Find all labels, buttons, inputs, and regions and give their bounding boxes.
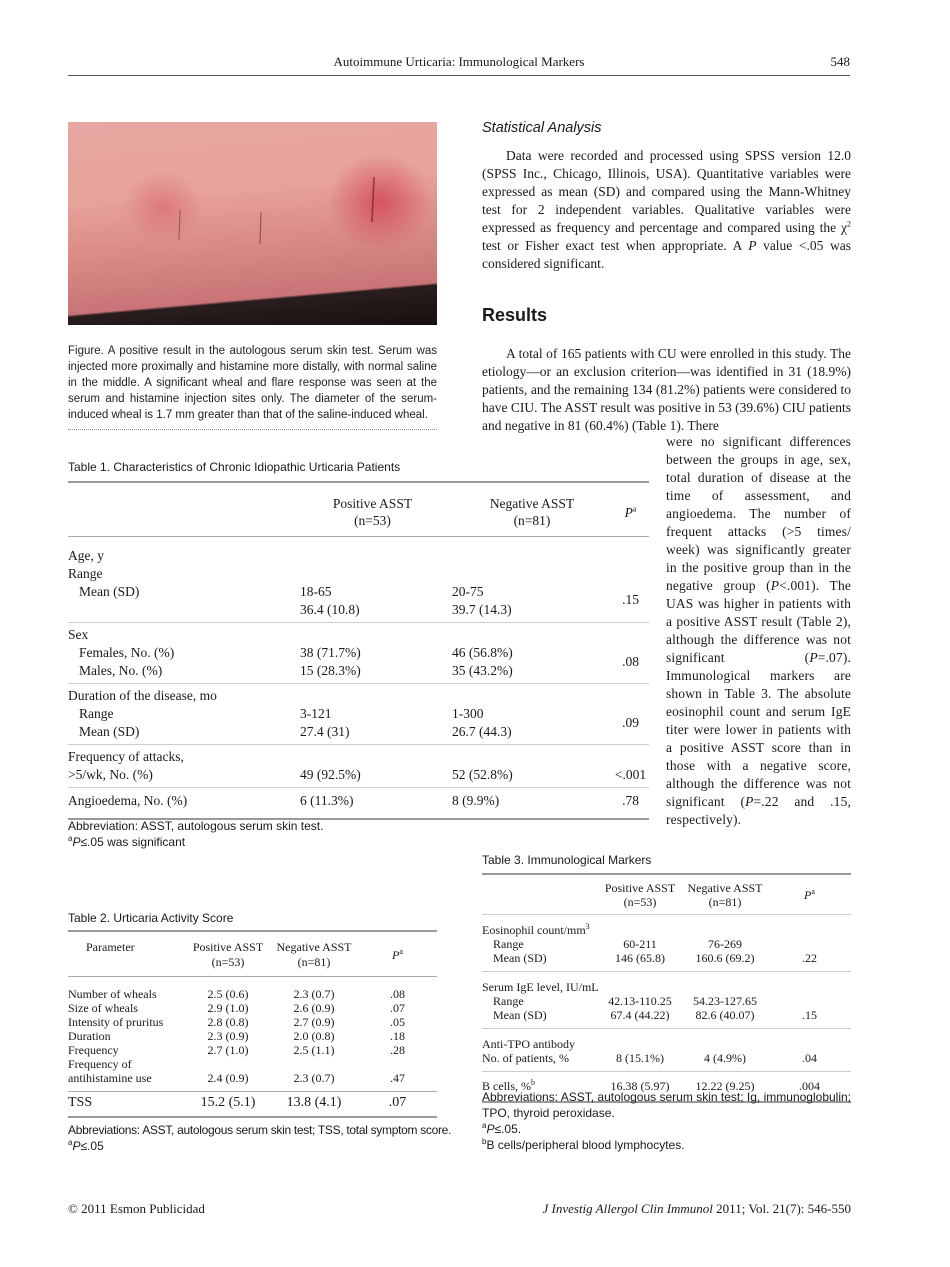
- table2-footnote-p-italic: P: [72, 1139, 81, 1153]
- table3-header-label: [482, 875, 598, 915]
- table3-row-ige-mean: [482, 1008, 851, 1029]
- table3-tpo-p: .04: [768, 1051, 851, 1072]
- table2-footnote-p-text: ≤.05: [80, 1139, 104, 1153]
- table2-tss-label: TSS: [68, 1092, 186, 1117]
- table2-row-pos: 2.3 (0.9): [207, 1029, 249, 1043]
- table3-col-p-sup: a: [811, 887, 815, 896]
- table3-ige-neg-mean: 82.6 (40.07): [682, 1008, 768, 1029]
- page-number: 548: [830, 54, 850, 69]
- table2-row-p: .18: [390, 1029, 405, 1043]
- table2-row: [68, 1001, 437, 1015]
- table3-footnote-p-text: ≤.05.: [494, 1122, 522, 1136]
- table2-row-p: .08: [390, 987, 405, 1001]
- table3-header-negative: [682, 875, 768, 915]
- table2-tss-p: .07: [358, 1092, 437, 1117]
- table2-row-pos: 2.5 (0.6): [207, 987, 249, 1001]
- table2-caption: [68, 911, 233, 925]
- table3-eos-label: Eosinophil count/mm: [482, 923, 586, 937]
- statistical-analysis-text: [482, 147, 851, 273]
- table1-age-p: .15: [612, 537, 649, 623]
- table3-ige-neg-range: 54.23-127.65: [693, 994, 757, 1008]
- table1-header-positive: [300, 483, 452, 537]
- results-text-b3: =.07). Immunological markers are shown in Table 3. The absolute eosinophil count and serum IgE titer were lower in patients with a positive ASST score than in those with a negative score, although the difference was not significant (: [666, 650, 851, 809]
- table2-row: [68, 1015, 437, 1029]
- table3-row-ige-title: [482, 972, 851, 995]
- table1-title: Characteristics of Chronic Idiopathic Urticaria Patients: [110, 460, 401, 474]
- table1-col-p: P: [624, 504, 633, 520]
- table2-tss-neg: 13.8 (4.1): [270, 1092, 358, 1117]
- table3-eos-neg-range: 76-269: [708, 937, 742, 951]
- table3-col-p: P: [804, 888, 812, 902]
- table1-freq-neg: 52 (52.8%): [452, 745, 612, 788]
- stat-text-3: value <.05 was considered significant.: [482, 238, 852, 271]
- table3-eos-range-label: Range: [493, 937, 524, 951]
- table2-footnote-sup: a: [68, 1138, 73, 1147]
- table2-row: [68, 1043, 437, 1057]
- table2-anti-label2: antihistamine use: [68, 1071, 152, 1085]
- table2-header-row: [68, 932, 437, 977]
- table2-row-neg: 2.0 (0.8): [293, 1029, 335, 1043]
- table2-footnote-p: [68, 1138, 451, 1154]
- table2-header-negative: [270, 932, 358, 977]
- table3-eos-pos-range: 60-211: [623, 937, 657, 951]
- table1-row-angioedema: [68, 788, 649, 819]
- table2: [68, 930, 437, 1118]
- table3-footnote-p: [482, 1121, 851, 1137]
- table1-freq-label2: >5/wk, No. (%): [68, 767, 153, 782]
- table2-row-neg: 2.5 (1.1): [293, 1043, 335, 1057]
- figure-photo: [68, 122, 437, 325]
- table1-sex-f-label: Females, No. (%): [79, 645, 175, 660]
- table1-row-frequency: [68, 745, 649, 788]
- table1-sex-neg-m: 35 (43.2%): [452, 663, 513, 678]
- table1-dur-neg-mean: 26.7 (44.3): [452, 724, 512, 739]
- table1-angio-label: Angioedema, No. (%): [68, 793, 188, 808]
- table3-ige-label: Serum IgE level, IU/mL: [482, 980, 599, 994]
- table3-row-ige-range: [482, 994, 851, 1008]
- table3-footnotes: [482, 1089, 851, 1153]
- table3-ige-mean-label: Mean (SD): [482, 1008, 598, 1029]
- table2-row-p: .07: [390, 1001, 405, 1015]
- table1-row-age: [68, 537, 649, 623]
- figure-caption-text: A positive result in the autologous serum skin test. Serum was injected more proximally and histamine more distally, with normal saline in the middle. A significant wheal and flare response was seen at the serum and histamine injection sites only. The diameter of the serum-induced wheal is 1.7 mm greater than that of the saline-induced wheal.: [68, 345, 437, 421]
- table1-col-neg-n: (n=81): [513, 513, 551, 528]
- table3-row-tpo-title: [482, 1029, 851, 1052]
- table2-header-positive: [186, 932, 270, 977]
- table3-tpo-neg: 4 (4.9%): [682, 1051, 768, 1072]
- table3-ige-pos-range: 42.13-110.25: [608, 994, 672, 1008]
- table1-age-range-label: Range: [68, 566, 103, 581]
- footer-citation-text: 2011; Vol. 21(7): 546-550: [712, 1201, 851, 1216]
- results-text-b4: =.22 and .15, respectively).: [666, 794, 851, 827]
- table1-header-row: [68, 483, 649, 537]
- table3-eos-pos-mean: 146 (65.8): [598, 951, 682, 972]
- table3-ige-range-label: Range: [493, 994, 524, 1008]
- table2-label: Table 2.: [68, 911, 111, 925]
- footer-copyright: © 2011 Esmon Publicidad: [68, 1201, 205, 1216]
- table3-eos-sup: 3: [585, 922, 590, 931]
- results-p3: P: [745, 794, 754, 809]
- table3-b-sup: b: [531, 1078, 535, 1087]
- table1-freq-p: <.001: [612, 745, 649, 788]
- table2-col-pos-n: (n=53): [211, 955, 245, 969]
- running-head: [68, 54, 850, 76]
- table1-dur-p: .09: [612, 684, 649, 745]
- table1-header-p: [612, 483, 649, 537]
- table1-sex-neg-f: 46 (56.8%): [452, 645, 513, 660]
- table2-anti-pos: 2.4 (0.9): [207, 1071, 249, 1085]
- table1-age-label: Age, y: [68, 548, 104, 563]
- table3-header-row: [482, 875, 851, 915]
- table2-col-pos: Positive ASST: [192, 940, 264, 954]
- table2-row-param: Number of wheals: [68, 987, 157, 1001]
- table3-footnote-b: [482, 1137, 851, 1153]
- table2-row-antihistamine: [68, 1057, 437, 1092]
- table2-col-param: Parameter: [68, 932, 186, 977]
- table3-footnote-sup-b: b: [482, 1137, 487, 1146]
- table3-eos-p: .22: [768, 951, 851, 972]
- table2-row-param: Intensity of pruritus: [68, 1015, 164, 1029]
- table1-age-pos-range: 18-65: [300, 584, 332, 599]
- table3-row-eos-mean: [482, 951, 851, 972]
- table3-footnote-abbrev: Abbreviations: ASST, autologous serum skin test; Ig, immunoglobulin; TPO, thyroid peroxidase.: [482, 1090, 851, 1120]
- table1-label: Table 1.: [68, 460, 111, 474]
- table3-col-neg: Negative ASST: [687, 881, 763, 895]
- table3-label: Table 3.: [482, 853, 525, 867]
- results-p2: P: [809, 650, 818, 665]
- table2-row-neg: 2.7 (0.9): [293, 1015, 335, 1029]
- histamine-flare: [123, 171, 203, 243]
- table1-dur-pos-range: 3-121: [300, 706, 332, 721]
- table1-col-p-sup: a: [632, 504, 637, 513]
- skin-test-photo-graphic: [68, 122, 437, 325]
- table3-col-pos: Positive ASST: [604, 881, 676, 895]
- table1-footnote-p-italic: P: [72, 835, 81, 849]
- table1-footnote-p-text: ≤.05 was significant: [80, 835, 186, 849]
- table1-age-neg-range: 20-75: [452, 584, 484, 599]
- results-text-narrow: [666, 433, 851, 829]
- table2-row-param: Duration: [68, 1029, 111, 1043]
- table2-tss-pos: 15.2 (5.1): [186, 1092, 270, 1117]
- table1-footnote-p: [68, 834, 323, 850]
- footer-citation: [543, 1201, 852, 1217]
- results-text-b2: <.001). The UAS was higher in patients with a positive ASST result (Table 2), although the difference was not significant (: [666, 578, 851, 665]
- table1-dur-range-label: Range: [79, 706, 114, 721]
- table1-col-neg: Negative ASST: [489, 496, 575, 511]
- table2-row-pos: 2.7 (1.0): [207, 1043, 249, 1057]
- table3-title: Immunological Markers: [524, 853, 652, 867]
- table2-col-p-sup: a: [399, 946, 403, 956]
- table3-ige-p: .15: [768, 1008, 851, 1029]
- figure-caption: [68, 343, 437, 430]
- table2-col-neg-n: (n=81): [297, 955, 331, 969]
- table1-angio-pos: 6 (11.3%): [300, 793, 354, 808]
- table2-row-p: .28: [390, 1043, 405, 1057]
- table2-footnotes: [68, 1122, 451, 1154]
- table3: [482, 873, 851, 1103]
- table1: [68, 481, 649, 820]
- table1-age-mean-label: Mean (SD): [79, 584, 140, 599]
- table1-footnote-abbrev: Abbreviation: ASST, autologous serum skin test.: [68, 819, 324, 833]
- table1-footnote-sup: a: [68, 834, 73, 843]
- figure-caption-label: Figure.: [68, 345, 104, 357]
- table1-row-duration: [68, 684, 649, 745]
- table3-row-eos-range: [482, 937, 851, 951]
- footer-journal: J Investig Allergol Clin Immunol: [542, 1201, 713, 1216]
- table3-tpo-label: Anti-TPO antibody: [482, 1037, 575, 1051]
- results-text-b1: were no significant differences between the groups in age, sex, total duration of disease at the time of assessment, and angioedema. The number of frequent attacks (>5 times/ week) was significantly greater in the positive group than in the negative group (: [666, 434, 851, 593]
- table3-footnote-p-italic: P: [486, 1122, 495, 1136]
- table1-sex-pos-f: 38 (71.7%): [300, 645, 361, 660]
- table3-footnote-b-text: B cells/peripheral blood lymphocytes.: [486, 1138, 685, 1152]
- table2-row-pos: 2.9 (1.0): [207, 1001, 249, 1015]
- table3-b-p: .004: [799, 1079, 820, 1093]
- table2-row-pos: 2.8 (0.8): [207, 1015, 249, 1029]
- table1-age-pos-mean: 36.4 (10.8): [300, 602, 360, 617]
- table3-b-label: B cells, %: [482, 1079, 531, 1093]
- table3-caption: [482, 853, 651, 867]
- table2-footnote-abbrev: Abbreviations: ASST, autologous serum skin test; TSS, total symptom score.: [68, 1123, 452, 1137]
- table1-row-sex: [68, 623, 649, 684]
- table2-col-p: P: [392, 947, 400, 962]
- statistical-analysis-heading: Statistical Analysis: [482, 120, 602, 136]
- table3-footnote-sup-a: a: [482, 1121, 487, 1130]
- table3-header-p: [768, 875, 851, 915]
- table3-ige-pos-mean: 67.4 (44.22): [598, 1008, 682, 1029]
- table1-age-neg-mean: 39.7 (14.3): [452, 602, 512, 617]
- table1-col-pos: Positive ASST: [332, 496, 413, 511]
- table3-tpo-sub-label: No. of patients, %: [482, 1051, 598, 1072]
- table3-row-eos-title: [482, 915, 851, 938]
- table2-row-param: Size of wheals: [68, 1001, 138, 1015]
- table1-dur-label: Duration of the disease, mo: [68, 688, 217, 703]
- stat-text-2: test or Fisher exact test when appropriate. A: [482, 238, 749, 253]
- table1-header-negative: [452, 483, 612, 537]
- table1-dur-mean-label: Mean (SD): [79, 724, 140, 739]
- table2-title: Urticaria Activity Score: [110, 911, 234, 925]
- table2-header-p: [358, 932, 437, 977]
- table2-row-tss: [68, 1092, 437, 1117]
- stat-chi-sup: 2: [847, 219, 851, 229]
- table1-footnotes: [68, 818, 323, 850]
- table1-col-pos-n: (n=53): [354, 513, 391, 528]
- saline-site-mark: [260, 212, 261, 244]
- table2-row-neg: 2.3 (0.7): [293, 987, 335, 1001]
- table2-anti-p: .47: [390, 1071, 405, 1085]
- table3-b-pos: 16.38 (5.97): [610, 1079, 670, 1093]
- table1-dur-neg-range: 1-300: [452, 706, 484, 721]
- table2-row-neg: 2.6 (0.9): [293, 1001, 335, 1015]
- running-title: Autoimmune Urticaria: Immunological Markers: [333, 54, 585, 69]
- table3-col-neg-n: (n=81): [708, 895, 742, 909]
- table3-eos-mean-label: Mean (SD): [482, 951, 598, 972]
- table2-row-p: .05: [390, 1015, 405, 1029]
- table1-caption: [68, 460, 400, 474]
- table1-angio-p: .78: [622, 793, 639, 808]
- table3-header-positive: [598, 875, 682, 915]
- results-text-full-width: A total of 165 patients with CU were enrolled in this study. The etiology—or an exclusion criterion—was identified in 31 (18.9%) patients, and the remaining 134 (81.2%) patients were considered to have CIU. The ASST result was positive in 53 (39.6%) CIU patients and negative in 81 (60.4%) (Table 1). There: [482, 346, 851, 433]
- table3-row-tpo: [482, 1051, 851, 1072]
- table2-row: [68, 1029, 437, 1043]
- table1-sex-m-label: Males, No. (%): [79, 663, 163, 678]
- results-heading: Results: [482, 305, 548, 325]
- table2-col-neg: Negative ASST: [276, 940, 352, 954]
- table1-sex-p: .08: [612, 623, 649, 684]
- table3-tpo-pos: 8 (15.1%): [598, 1051, 682, 1072]
- table1-freq-label1: Frequency of attacks,: [68, 749, 184, 764]
- table1-freq-pos: 49 (92.5%): [300, 745, 452, 788]
- table3-eos-neg-mean: 160.6 (69.2): [682, 951, 768, 972]
- table1-sex-pos-m: 15 (28.3%): [300, 663, 361, 678]
- table3-b-neg: 12.22 (9.25): [695, 1079, 755, 1093]
- results-p1: P: [770, 578, 780, 593]
- stat-p-italic: P: [748, 238, 757, 253]
- stat-text-1: Data were recorded and processed using SPSS version 12.0 (SPSS Inc., Chicago, Illinois, USA). Quantitative variables were expressed as mean (SD) and compared using the Mann-Whitney test for 2 independent variables. Qualitative variables were expressed as frequency and percentage and compared using the χ: [482, 148, 851, 235]
- table2-row-param: Frequency: [68, 1043, 119, 1057]
- table1-dur-pos-mean: 27.4 (31): [300, 724, 350, 739]
- serum-flare: [328, 154, 432, 250]
- table1-angio-neg: 8 (9.9%): [452, 793, 500, 808]
- table1-header-label: [68, 483, 300, 537]
- table2-anti-label1: Frequency of: [68, 1057, 132, 1071]
- table3-col-pos-n: (n=53): [623, 895, 657, 909]
- table2-row: [68, 977, 437, 1002]
- table1-sex-label: Sex: [68, 627, 89, 642]
- table2-anti-neg: 2.3 (0.7): [293, 1071, 335, 1085]
